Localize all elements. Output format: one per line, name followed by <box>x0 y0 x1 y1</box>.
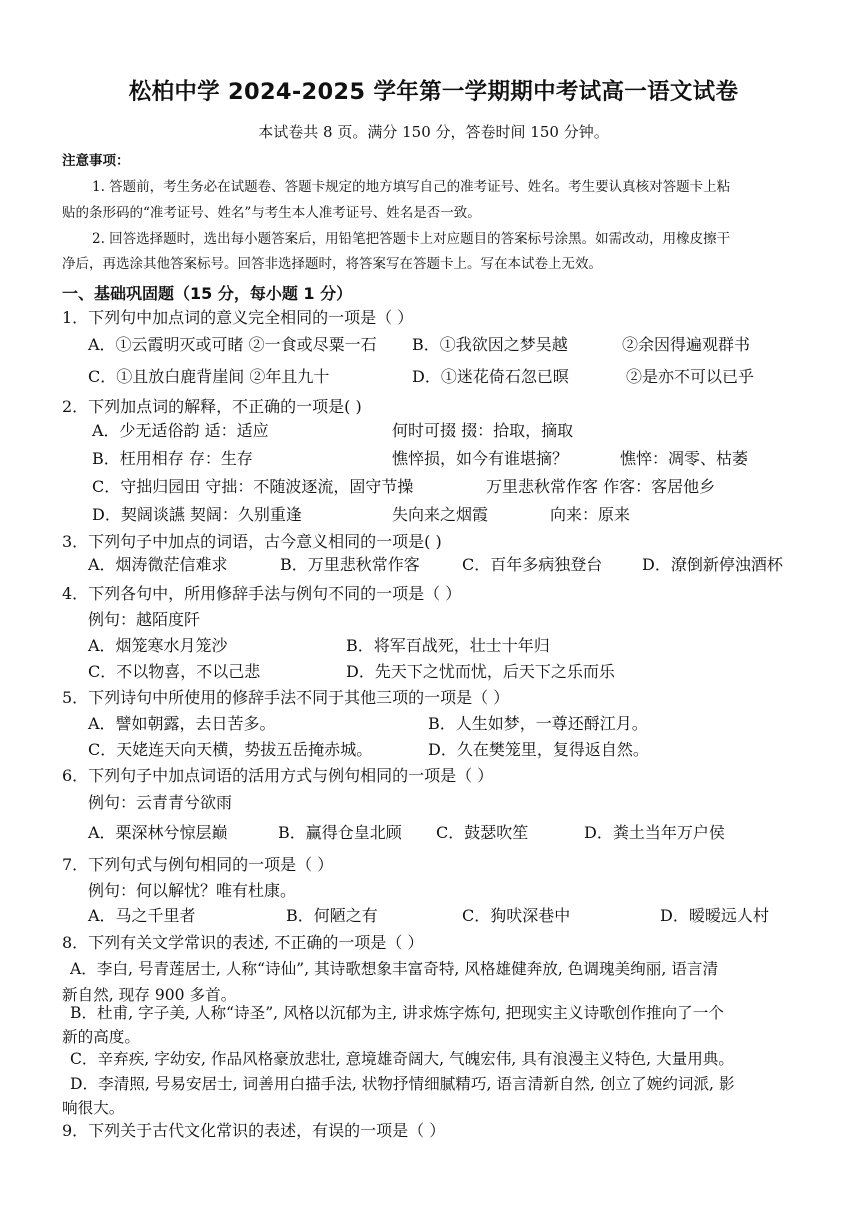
q1-option-d: D．①迷花倚石忽已暝 <box>412 367 569 386</box>
q2-option-c-2: 万里悲秋常作客 作客：客居他乡 <box>486 477 716 496</box>
q2-option-d-3: 向来：原来 <box>550 505 631 524</box>
q4-option-a: A．烟笼寒水月笼沙 <box>88 636 228 655</box>
q1-option-c: C．①且放白鹿背崖间 ②年且九十 <box>88 367 330 386</box>
q8-option-a-line-2: 新自然, 现存 900 多首。 <box>62 986 237 1004</box>
q5-stem: 5．下列诗句中所使用的修辞手法不同于其他三项的一项是（ ） <box>62 688 510 707</box>
q6-example: 例句：云青青兮欲雨 <box>88 793 233 812</box>
q4-example: 例句：越陌度阡 <box>88 610 201 629</box>
q1-option-a: A．①云霞明灭或可睹 ②一食或尽粟一石 <box>88 335 377 354</box>
q2-option-a-2: 何时可掇 掇：拾取，摘取 <box>392 421 574 440</box>
q5-option-a: A．譬如朝露，去日苦多。 <box>88 714 276 733</box>
q3-option-b: B．万里悲秋常作客 <box>280 555 420 574</box>
q9-stem: 9．下列关于古代文化常识的表述，有误的一项是（ ） <box>62 1121 446 1140</box>
q4-stem: 4．下列各句中，所用修辞手法与例句不同的一项是（ ） <box>62 584 462 603</box>
q7-option-d: D．暧暧远人村 <box>660 906 769 925</box>
q4-option-c: C．不以物喜，不以己悲 <box>88 662 261 681</box>
q2-option-d-2: 失向来之烟霞 <box>392 505 489 524</box>
note-2-line-1: 2. 回答选择题时，选出每小题答案后，用铅笔把答题卡上对应题目的答案标号涂黑。如需改动，用橡皮擦干 <box>92 231 731 247</box>
page-title: 松柏中学 2024-2025 学年第一学期期中考试高一语文试卷 <box>128 79 739 105</box>
q4-option-b: B．将军百战死，壮士十年归 <box>346 636 550 655</box>
q7-option-a: A．马之千里者 <box>88 906 196 925</box>
q8-option-d-line-1: D．李清照, 号易安居士, 词善用白描手法, 状物抒情细腻精巧, 语言清新自然, 创立了婉约词派, 影 <box>70 1075 735 1093</box>
q8-option-a-line-1: A．李白, 号青莲居士, 人称“诗仙”, 其诗歌想象丰富奇特, 风格雄健奔放, 色调瑰美绚丽, 语言清 <box>70 960 719 978</box>
q1-option-d-2: ②是亦不可以已乎 <box>626 367 755 386</box>
q5-option-d: D．久在樊笼里，复得返自然。 <box>428 740 649 759</box>
q7-option-c: C．狗吠深巷中 <box>462 906 571 925</box>
note-1-line-1: 1. 答题前，考生务必在试题卷、答题卡规定的地方填写自己的准考证号、姓名。考生要认真核对答题卡上粘 <box>92 179 731 195</box>
q3-option-a: A．烟涛微茫信难求 <box>88 555 228 574</box>
q1-option-b-2: ②余因得遍观群书 <box>622 335 751 354</box>
q2-option-c: C．守拙归园田 守拙：不随波逐流，固守节操 <box>92 477 414 496</box>
notes-heading: 注意事项： <box>62 153 130 169</box>
q6-option-d: D．粪土当年万户侯 <box>584 823 725 842</box>
q2-option-d: D．契阔谈讌 契阔：久别重逢 <box>92 505 302 524</box>
q3-option-c: C．百年多病独登台 <box>462 555 603 574</box>
q7-example: 例句：何以解忧？唯有杜康。 <box>88 881 297 900</box>
q2-stem: 2．下列加点词的解释，不正确的一项是( ) <box>62 397 362 416</box>
q6-stem: 6．下列句子中加点词语的活用方式与例句相同的一项是（ ） <box>62 766 494 785</box>
q4-option-d: D．先天下之忧而忧，后天下之乐而乐 <box>346 662 615 681</box>
q8-option-c-line-1: C．辛弃疾, 字幼安, 作品风格豪放悲壮, 意境雄奇阔大, 气魄宏伟, 具有浪漫主义特色, 大量用典。 <box>70 1050 734 1068</box>
q1-stem: 1．下列句中加点词的意义完全相同的一项是（ ） <box>62 308 414 327</box>
q6-option-b: B．赢得仓皇北顾 <box>278 823 402 842</box>
q7-option-b: B．何陋之有 <box>286 906 378 925</box>
note-2-line-2: 净后，再选涂其他答案标号。回答非选择题时，将答案写在答题卡上。写在本试卷上无效。 <box>62 256 602 272</box>
q5-option-c: C．天姥连天向天横，势拔五岳掩赤城。 <box>88 740 373 759</box>
q3-option-d: D．潦倒新停浊酒杯 <box>642 555 783 574</box>
q6-option-c: C．鼓瑟吹笙 <box>436 823 529 842</box>
q3-stem: 3．下列句子中加点的词语，古今意义相同的一项是( ) <box>62 532 442 551</box>
q1-option-b: B．①我欲因之梦吴越 <box>412 335 568 354</box>
q7-stem: 7．下列句式与例句相同的一项是（ ） <box>62 855 334 874</box>
q8-option-d-line-2: 响很大。 <box>62 1099 125 1117</box>
note-1-line-2: 贴的条形码的“准考证号、姓名”与考生本人准考证号、姓名是否一致。 <box>62 205 481 221</box>
q8-stem: 8．下列有关文学常识的表述, 不正确的一项是（ ） <box>62 933 424 952</box>
exam-info: 本试卷共 8 页。满分 150 分，答卷时间 150 分钟。 <box>258 123 609 141</box>
q8-option-b-line-2: 新的高度。 <box>62 1028 140 1046</box>
section-1-heading: 一、基础巩固题（15 分，每小题 1 分） <box>62 284 353 303</box>
q2-option-b-2: 憔悴损，如今有谁堪摘？ <box>392 449 569 468</box>
q8-option-b-line-1: B．杜甫, 字子美, 人称“诗圣”, 风格以沉郁为主, 讲求炼字炼句, 把现实主义诗歌创作推向了一个 <box>70 1004 724 1022</box>
q6-option-a: A．栗深林兮惊层巅 <box>88 823 228 842</box>
q2-option-b-3: 憔悴：凋零、枯萎 <box>620 449 749 468</box>
q5-option-b: B．人生如梦，一尊还酹江月。 <box>428 714 648 733</box>
q2-option-b: B．枉用相存 存：生存 <box>92 449 253 468</box>
q2-option-a: A．少无适俗韵 适：适应 <box>92 421 269 440</box>
